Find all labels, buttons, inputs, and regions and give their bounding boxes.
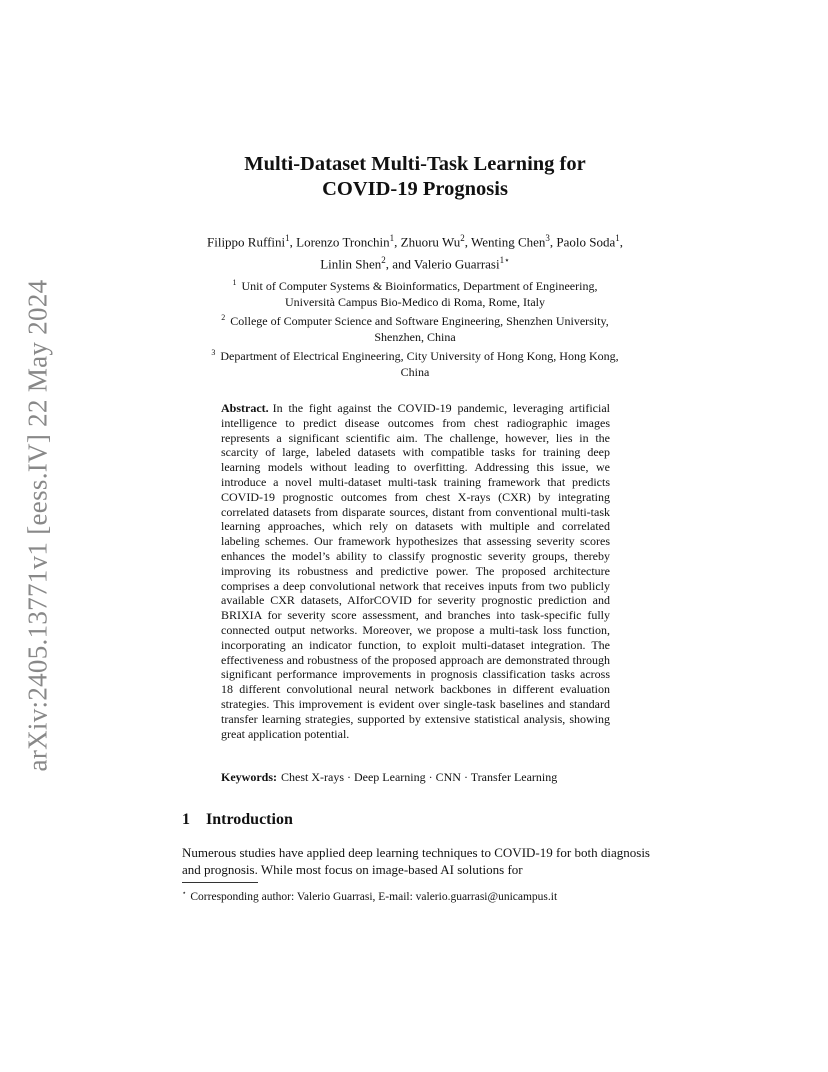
author-name: Filippo Ruffini [206, 234, 286, 250]
abstract-text: In the fight against the COVID-19 pandemic, leveraging artificial intelligence to predict disease outcomes from chest radiographic images represents a significant scientific aim. The challenge, however, lies in the scarcity of large, labeled datasets with compatible tasks for training deep learning models without leading to overfitting. Addressing this issue, we introduce a novel multi-dataset multi-task training framework that predicts COVID-19 prognostic outcomes from chest X-rays (CXR) by integrating correlated datasets from disparate sources, distant from conventional multi-task learning approaches, which rely on datasets with multiple and correlated labeling schemes. Our framework hypothesizes that assessing severity scores enhances the model’s ability to classify prognostic severity groups, thereby improving its robustness and predictive power. The proposed architecture comprises a deep convolutional network that receives inputs from two publicly available CXR datasets, AIforCOVID for severity prognostic prediction and BRIXIA for severity score assessment, and branches into task-specific fully connected output networks. Moreover, we propose a multi-task loss function, incorporating an indicator function, to exploit multi-dataset integration. The effectiveness and robustness of the proposed approach are demonstrated through significant performance improvements in prognosis classification tasks across 18 different convolutional neural network backbones in different evaluation strategies. This improvement is evident over single-task baselines and standard transfer learning strategies, supported by extensive statistical analysis, showing great application potential. [221, 401, 610, 741]
paper-title [180, 152, 650, 202]
arxiv-id-text: arXiv:2405.13771v1 [eess.IV] 22 May 2024 [22, 279, 53, 771]
affiliation-line: China [400, 364, 430, 379]
title-line-2: COVID-19 Prognosis [322, 178, 508, 200]
abstract [221, 401, 610, 741]
arxiv-stamp [18, 270, 58, 780]
abstract-label: Abstract. [221, 401, 269, 415]
author-affil-mark: 3 [545, 233, 550, 243]
section-number: 1 [182, 811, 190, 828]
author-list: Filippo Ruffini$^1$, Lorenzo Tronchin$^1$, Zhuoru Wu$^2$, Wenting Chen$^3$, Paolo Soda$^1$, Linlin Shen$^2$, and Valerio Guarrasi$^{1⋆}$ [206, 233, 624, 272]
section-title: Introduction [206, 811, 293, 828]
author-affil-mark: 1 [389, 233, 395, 243]
footnote-text: Corresponding author: Valerio Guarrasi, E-mail: valerio.guarrasi@unicampus.it [190, 890, 558, 903]
keywords-text: Chest X-rays · Deep Learning · CNN · Transfer Learning [281, 770, 558, 784]
affiliation-item [182, 275, 648, 310]
affiliation-number: 2 [221, 313, 226, 322]
footnote-divider [182, 882, 258, 883]
author-affil-mark: 2 [460, 233, 465, 243]
footnote-mark: ⋆ [182, 889, 187, 897]
author-affil-mark: 2 [381, 255, 386, 266]
affiliation-list [182, 275, 648, 380]
introduction-paragraph: Numerous studies have applied deep learning techniques to COVID-19 for both diagnosis and prognosis. While most focus on image-based AI solutions for [182, 845, 650, 877]
affiliation-item [182, 345, 648, 380]
author-name: Paolo Soda [556, 234, 616, 250]
affiliation-line: Shenzhen, China [374, 329, 456, 344]
author-name: Lorenzo Tronchin [296, 234, 390, 250]
author-affil-mark: 1 [615, 233, 620, 243]
author-name: Zhuoru Wu [400, 234, 461, 250]
affiliation-number: 1 [232, 278, 237, 287]
footnote [182, 886, 652, 904]
author-affil-mark: 1⋆ [499, 255, 510, 266]
keywords-label: Keywords: [221, 770, 277, 784]
affiliation-line: Università Campus Bio-Medico di Roma, Rome, Italy [285, 294, 545, 309]
affiliation-item [182, 310, 648, 345]
keywords [221, 770, 621, 785]
affiliation-number: 3 [211, 348, 216, 357]
affiliation-line: Unit of Computer Systems & Bioinformatics, Department of Engineering, [241, 279, 598, 293]
section-heading [182, 811, 293, 829]
author-name: Wenting Chen [470, 234, 546, 250]
affiliation-line: College of Computer Science and Software Engineering, Shenzhen University, [230, 314, 609, 328]
author-affil-mark: 1 [285, 233, 290, 243]
author-name: and Valerio Guarrasi [392, 256, 500, 272]
title-line-1: Multi-Dataset Multi-Task Learning for [244, 153, 586, 175]
affiliation-line: Department of Electrical Engineering, City University of Hong Kong, Hong Kong, [220, 349, 619, 363]
author-name: Linlin Shen [320, 256, 382, 272]
